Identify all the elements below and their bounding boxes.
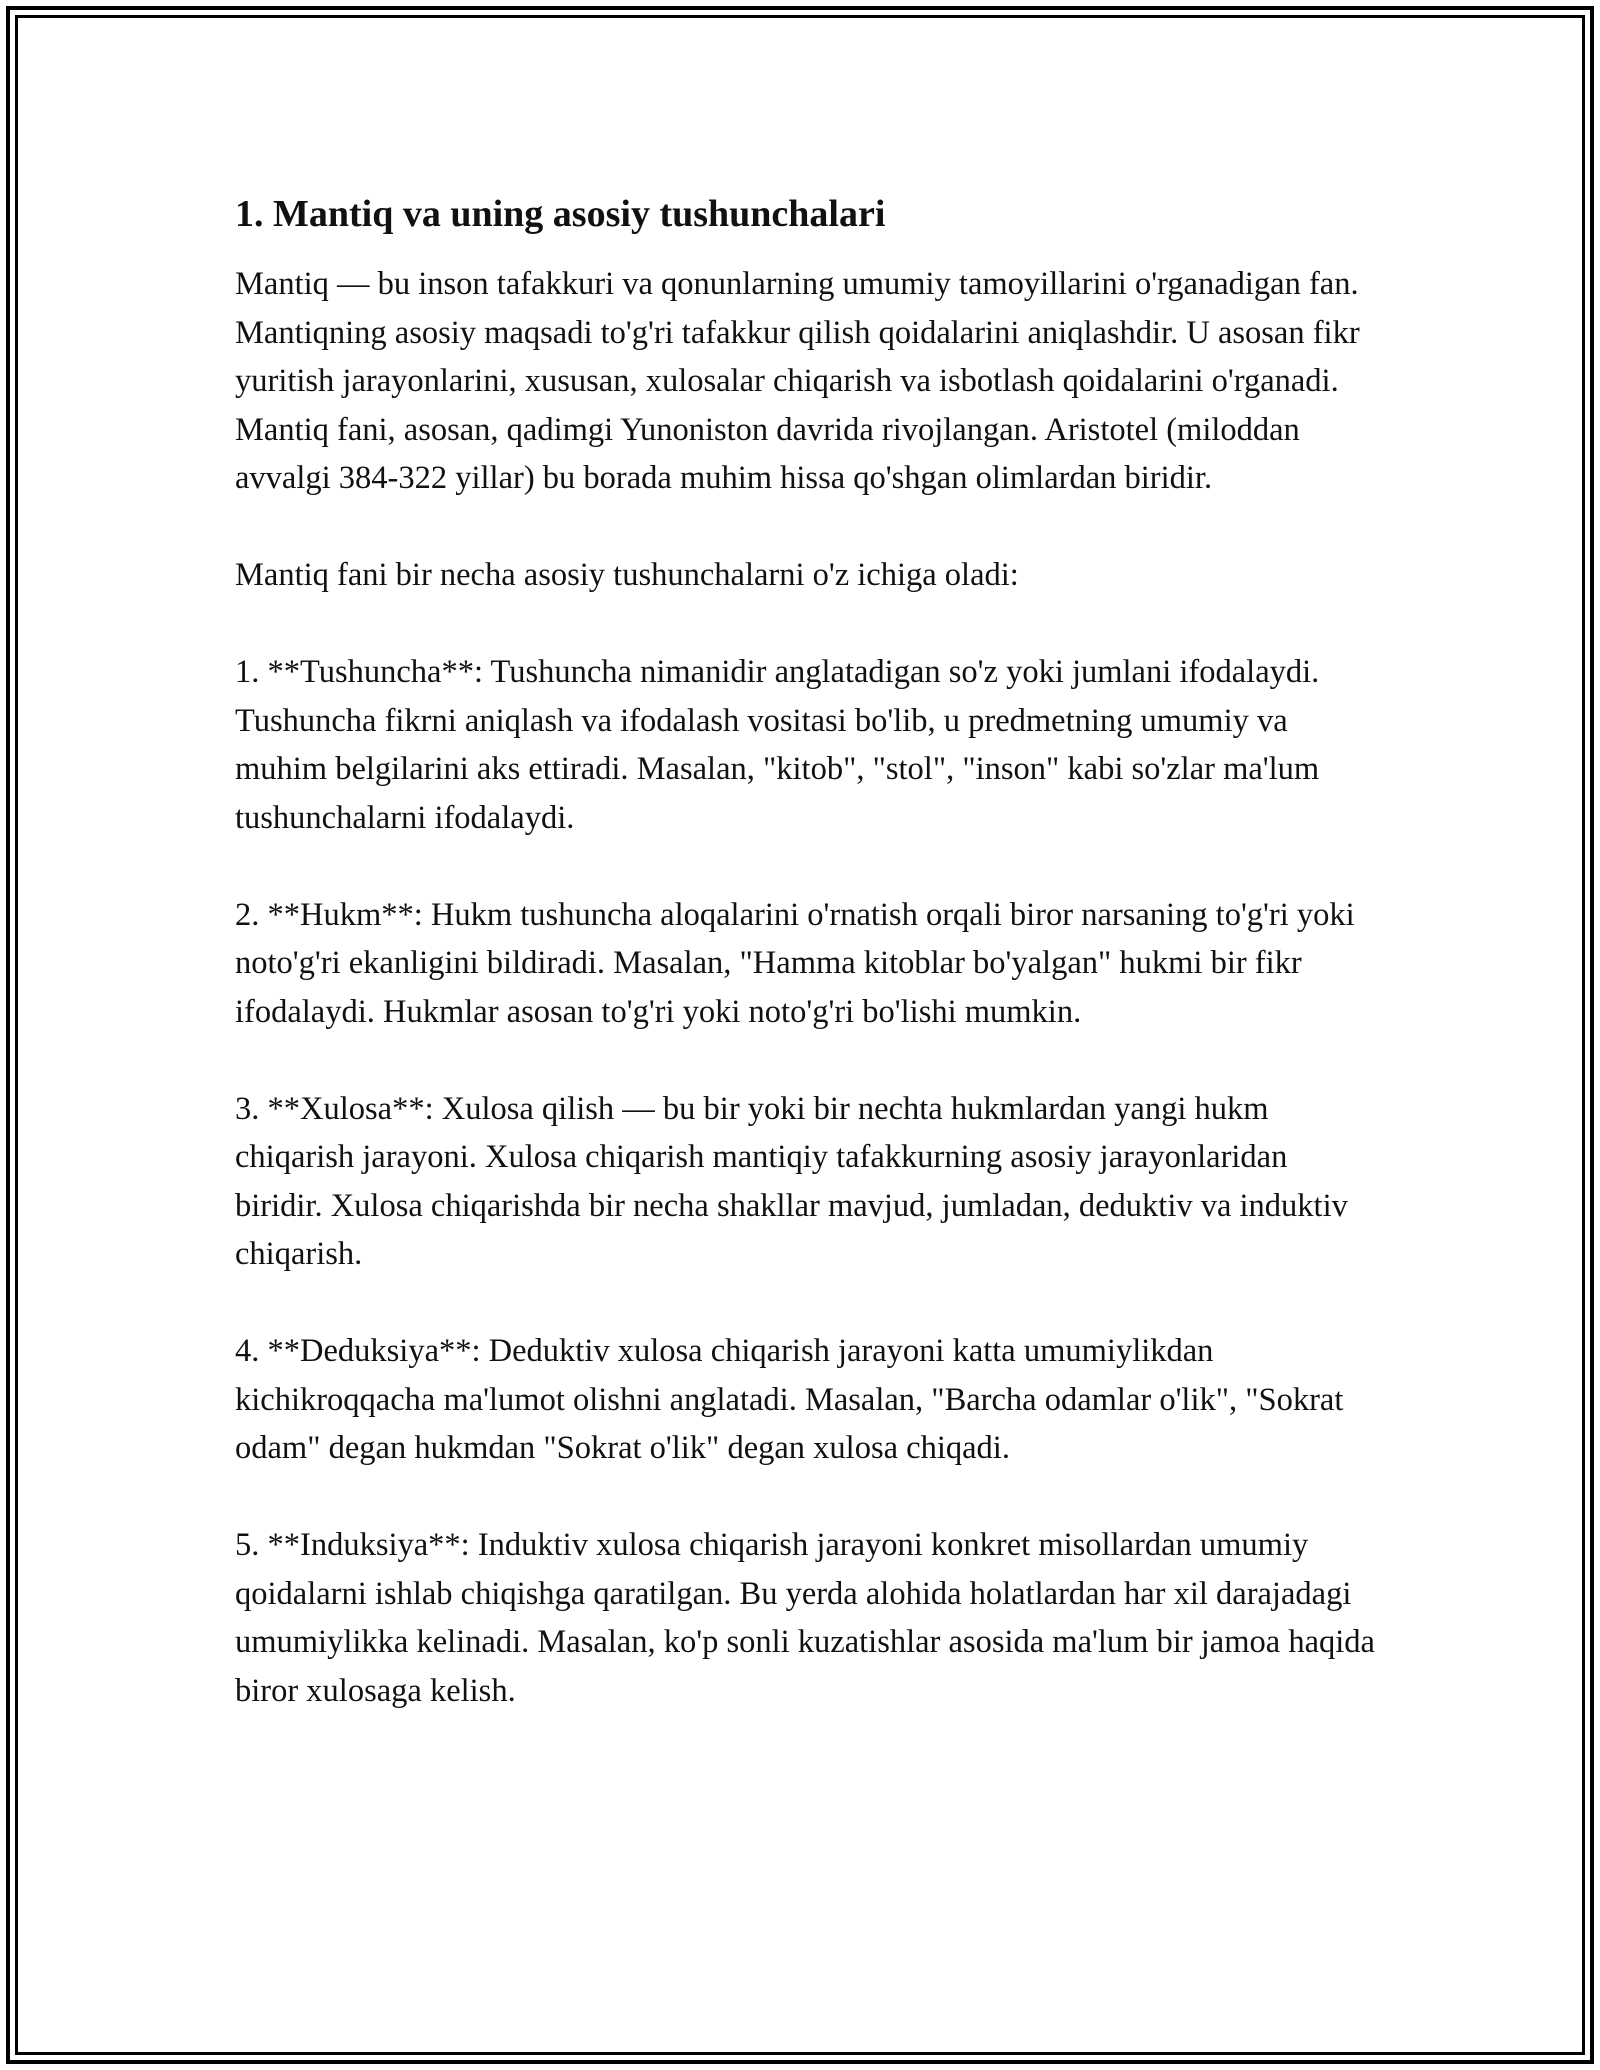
- paragraph-intro: Mantiq — bu inson tafakkuri va qonunlarning umumiy tamoyillarini o'rganadigan fan. Mantiqning asosiy maqsadi to'g'ri tafakkur qilish qoidalarini aniqlashdir. U asosan fikr yuritish jarayonlarini, xususan, xulosalar chiqarish va isbotlash qoidalarini o'rganadi. Mantiq fani, asosan, qadimgi Yunoniston davrida rivojlangan. Aristotel (miloddan avvalgi 384-322 yillar) bu borada muhim hissa qo'shgan olimlardan biridir.: [235, 266, 1360, 496]
- paragraph-list-intro: Mantiq fani bir necha asosiy tushunchalarni o'z ichiga oladi:: [235, 557, 1019, 593]
- list-item-hukm: 2. **Hukm**: Hukm tushuncha aloqalarini o'rnatish orqali biror narsaning to'g'ri yoki noto'g'ri ekanligini bildiradi. Masalan, "Hamma kitoblar bo'yalgan" hukmi bir fikr ifodalaydi. Hukmlar asosan to'g'ri yoki noto'g'ri bo'lishi mumkin.: [235, 896, 1355, 1030]
- list-item-xulosa: 3. **Xulosa**: Xulosa qilish — bu bir yoki bir nechta hukmlardan yangi hukm chiqarish jarayoni. Xulosa chiqarish mantiqiy tafakkurning asosiy jarayonlaridan biridir. Xulosa chiqarishda bir necha shakllar mavjud, jumladan, deduktiv va induktiv chiqarish.: [235, 1090, 1348, 1272]
- page-title: 1. Mantiq va uning asosiy tushunchalari: [235, 193, 886, 235]
- list-item-deduksiya: 4. **Deduksiya**: Deduktiv xulosa chiqarish jarayoni katta umumiylikdan kichikroqqacha ma'lumot olishni anglatadi. Masalan, "Barcha odamlar o'lik", "Sokrat odam" degan hukmdan "Sokrat o'lik" degan xulosa chiqadi.: [235, 1333, 1344, 1466]
- list-item-induksiya: 5. **Induksiya**: Induktiv xulosa chiqarish jarayoni konkret misollardan umumiy qoidalarni ishlab chiqishga qaratilgan. Bu yerda alohida holatlardan har xil darajadagi umumiylikka kelinadi. Masalan, ko'p sonli kuzatishlar asosida ma'lum bir jamoa haqida biror xulosaga kelish.: [235, 1527, 1375, 1709]
- document-body: [235, 188, 1375, 1764]
- list-item-tushuncha: 1. **Tushuncha**: Tushuncha nimanidir anglatadigan so'z yoki jumlani ifodalaydi. Tushuncha fikrni aniqlash va ifodalash vositasi bo'lib, u predmetning umumiy va muhim belgilarini aks ettiradi. Masalan, "kitob", "stol", "inson" kabi so'zlar ma'lum tushunchalarni ifodalaydi.: [235, 654, 1320, 836]
